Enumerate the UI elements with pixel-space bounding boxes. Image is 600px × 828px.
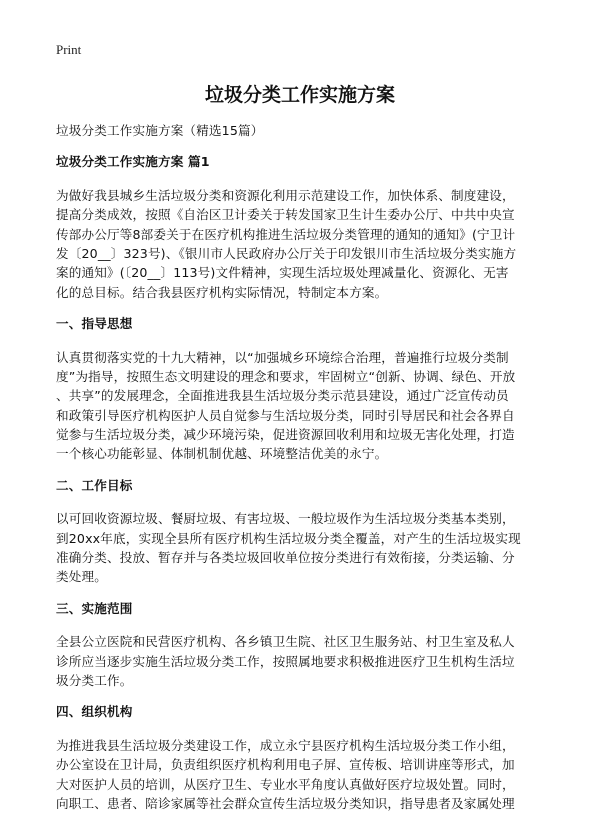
document-subtitle: 垃圾分类工作实施方案（精选15篇） xyxy=(56,123,264,138)
text-line: 为做好我县城乡生活垃圾分类和资源化利用示范建设工作，加快体系、制度建设， xyxy=(56,187,515,203)
text-line: 提高分类成效，按照《自治区卫计委关于转发国家卫生计生委办公厅、中共中央宣 xyxy=(56,207,515,223)
text-line: 以可回收资源垃圾、餐厨垃圾、有害垃圾、一般垃圾作为生活垃圾分类基本类别， xyxy=(56,511,515,527)
text-line: 大对医护人员的培训，从医疗卫生、专业水平角度认真做好医疗垃圾处置。同时， xyxy=(56,776,515,792)
text-line: 类处理。 xyxy=(56,569,107,585)
text-line: 传部办公厅等8部委关于在医疗机构推进生活垃圾分类管理的通知的通知》(宁卫计 xyxy=(56,226,516,242)
section-title: 垃圾分类工作实施方案 篇1 xyxy=(56,154,210,170)
text-line: 全县公立医院和民营医疗机构、各乡镇卫生院、社区卫生服务站、村卫生室及私人 xyxy=(56,634,515,650)
text-line: 觉参与生活垃圾分类，减少环境污染，促进资源回收利用和垃圾无害化处理，打造 xyxy=(56,427,515,443)
text-line: 发〔20__〕323号)、《银川市人民政府办公厅关于印发银川市生活垃圾分类实施方 xyxy=(56,245,517,261)
paragraph xyxy=(56,348,556,464)
text-line: 圾分类工作。 xyxy=(56,672,133,688)
text-line: 一个核心功能彰显、体制机制优越、环境整洁优美的永宁。 xyxy=(56,446,388,462)
heading: 三、实施范围 xyxy=(56,600,133,616)
text-line: 认真贯彻落实党的十九大精神，以“加强城乡环境综合治理，普遍推行垃圾分类制 xyxy=(56,349,509,365)
heading: 二、工作目标 xyxy=(56,477,133,493)
text-line: 办公室设在卫计局，负责组织医疗机构利用电子屏、宣传板、培训讲座等形式，加 xyxy=(56,757,515,773)
paragraph xyxy=(56,509,556,587)
text-line: 度”为指导，按照生态文明建设的理念和要求，牢固树立“创新、协调、绿色、开放 xyxy=(56,368,516,384)
text-line: 准确分类、投放、暂存并与各类垃圾回收单位按分类进行有效衔接，分类运输、分 xyxy=(56,550,515,566)
text-line: 、共享”的发展理念，全面推进我县生活垃圾分类示范县建设，通过广泛宣传动员 xyxy=(56,388,509,404)
paragraph xyxy=(56,736,556,814)
text-line: 和政策引导医疗机构医护人员自觉参与生活垃圾分类，同时引导居民和社会各界自 xyxy=(56,407,515,423)
heading: 一、指导思想 xyxy=(56,316,133,332)
paragraph xyxy=(56,186,556,302)
heading: 四、组织机构 xyxy=(56,704,133,720)
text-line: 为推进我县生活垃圾分类建设工作，成立永宁县医疗机构生活垃圾分类工作小组， xyxy=(56,737,515,753)
text-line: 化的总目标。结合我县医疗机构实际情况，特制定本方案。 xyxy=(56,284,388,300)
document-body xyxy=(56,121,556,813)
print-label: Print xyxy=(56,42,82,57)
paragraph xyxy=(56,632,556,690)
text-line: 到20xx年底，实现全县所有医疗机构生活垃圾分类全覆盖，对产生的生活垃圾实现 xyxy=(56,530,521,546)
text-line: 案的通知》(〔20__〕113号)文件精神，实现生活垃圾处理减量化、资源化、无害 xyxy=(56,265,509,281)
text-line: 诊所应当逐步实施生活垃圾分类工作，按照属地要求积极推进医疗卫生机构生活垃 xyxy=(56,653,515,669)
text-line: 向职工、患者、陪诊家属等社会群众宣传生活垃圾分类知识，指导患者及家属处理 xyxy=(56,795,515,811)
document-title: 垃圾分类工作实施方案 xyxy=(204,84,395,106)
